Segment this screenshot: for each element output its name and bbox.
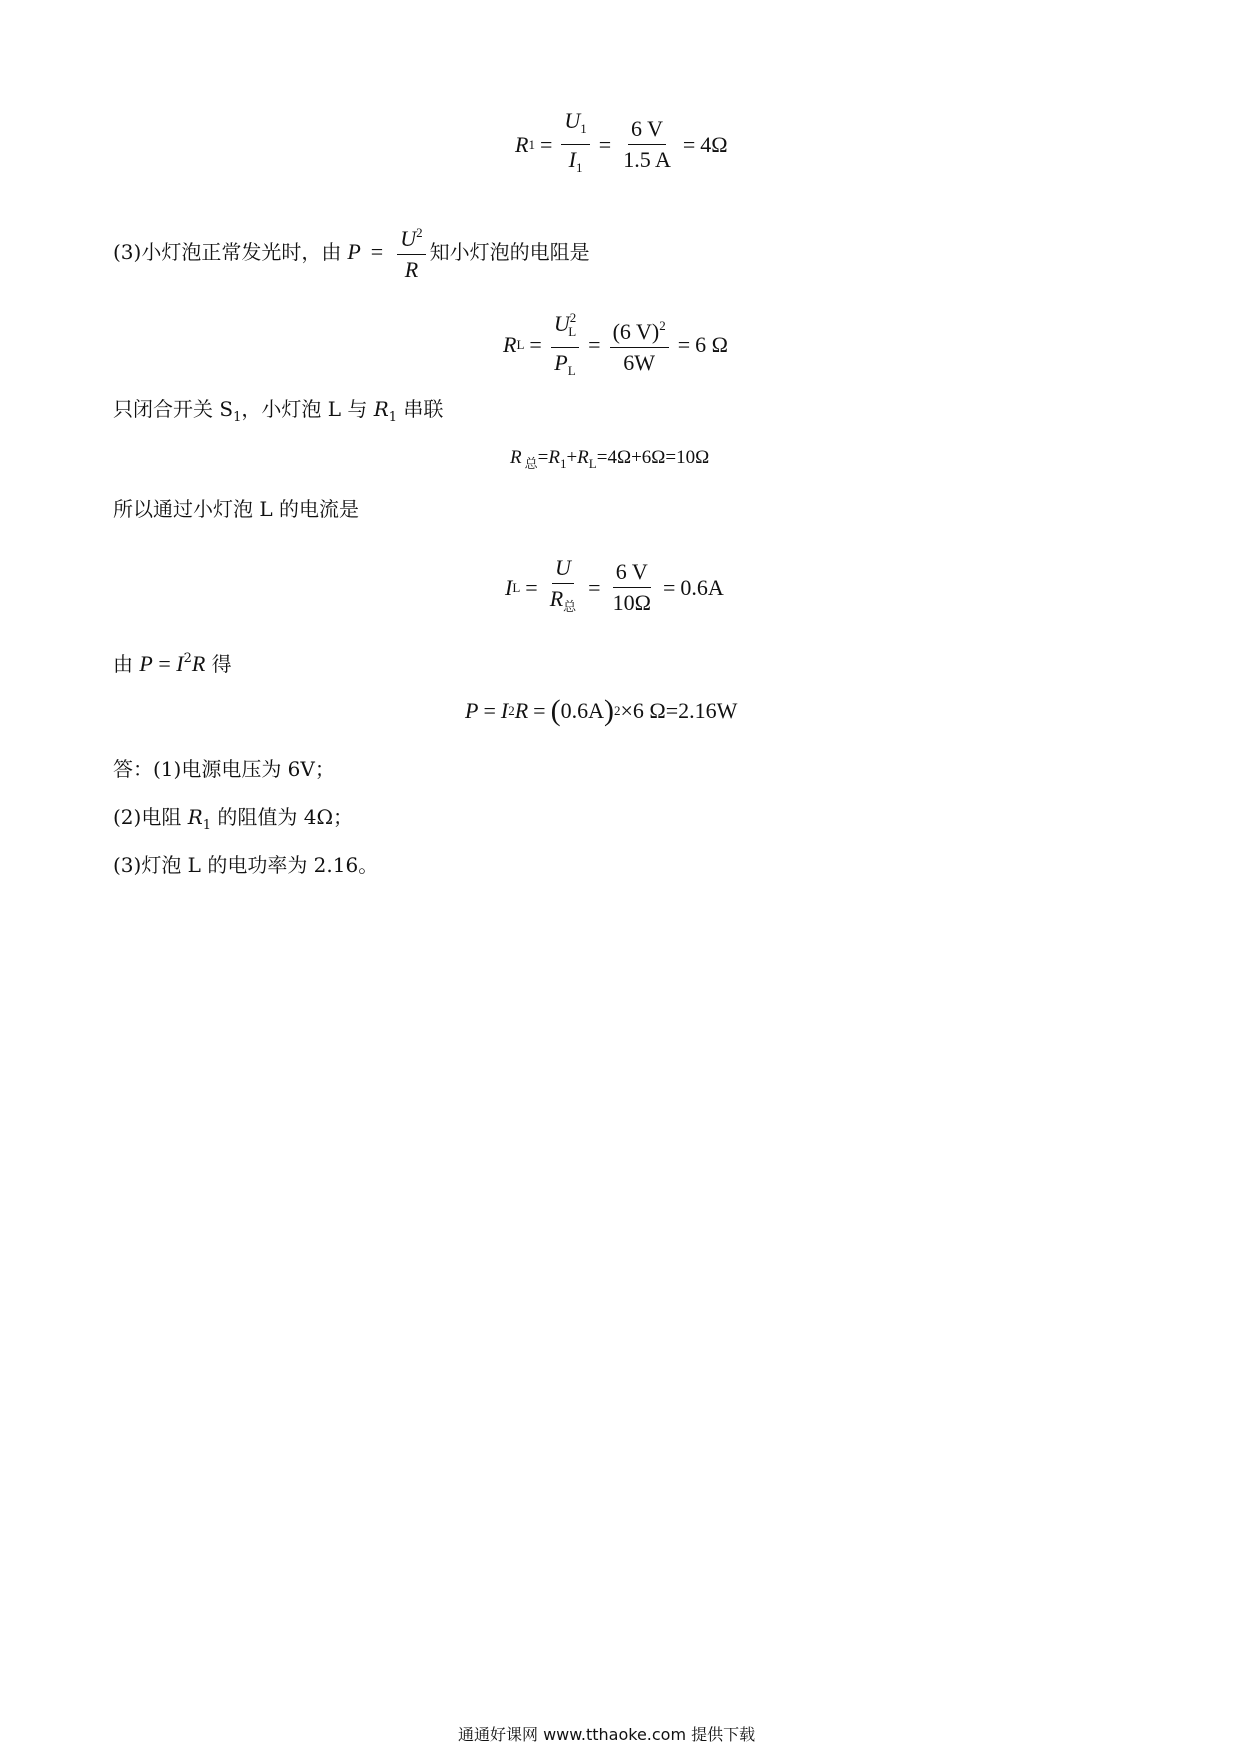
equation-r1: R 1 = $\frac{U_1}{I_1}$ = $\frac{6 V}{1.5 A}$ = 4Ω [515,108,728,181]
footer-source: 通通好课网 www.tthaoke.com 提供下载 [458,1725,756,1744]
eq-rl-frac-symbolic: $\frac{U^2_L}{P_L}$ [551,305,579,384]
equation-power: P = I 2 R = ( 0.6A ) 2 ×6 Ω=2.16W [465,694,738,727]
series-statement: 只闭合开关 $S_1$，小灯泡 L 与 $R_1$ 串联 [113,397,444,425]
power-formula-intro: 由 $P = I^2R$ 得 [113,651,232,676]
equation-rtotal: R $_总=R_1+R_L=4\Omega+6\Omega=10\Omega$ [510,447,710,471]
eq-il-frac-symbolic: $\frac{U}{R_总}$ [549,555,577,614]
eq-r1-result: 4Ω [700,131,728,157]
part3-intro: (3)小灯泡正常发光时，由 P = $\frac{U^2}{R}$ 知小灯泡的电阻是 [113,220,590,283]
eq-il-frac-numeric: $\frac{6 V}{10\Omega}$ [612,559,651,615]
answer-3: (3)灯泡 L 的电功率为 2.16。 [113,853,379,877]
answer-2: (2)电阻 $R_1$ 的阻值为 4Ω； [113,805,354,833]
eq-r1-frac-symbolic: $\frac{U_1}{I_1}$ [561,108,589,181]
answer-1: 答：(1)电源电压为 6V； [113,757,335,781]
part3-formula-frac: $\frac{U^2}{R}$ [397,220,425,283]
current-intro: 所以通过小灯泡 L 的电流是 [113,497,359,521]
eq-r1-frac-numeric: $\frac{6 V}{1.5 A}$ [623,116,671,172]
eq-rl-frac-numeric: $\frac{(6 V)^2}{6W}$ [610,313,669,376]
equation-rl: R L = $\frac{U^2_L}{P_L}$ = $\frac{(6 V)^2}{6W}$ = 6 Ω [503,305,728,384]
eq-r1-lhs: R [515,131,529,157]
equation-il: I L = $\frac{U}{R_总}$ = $\frac{6 V}{10\Omega}$ = 0.6A [505,555,724,620]
